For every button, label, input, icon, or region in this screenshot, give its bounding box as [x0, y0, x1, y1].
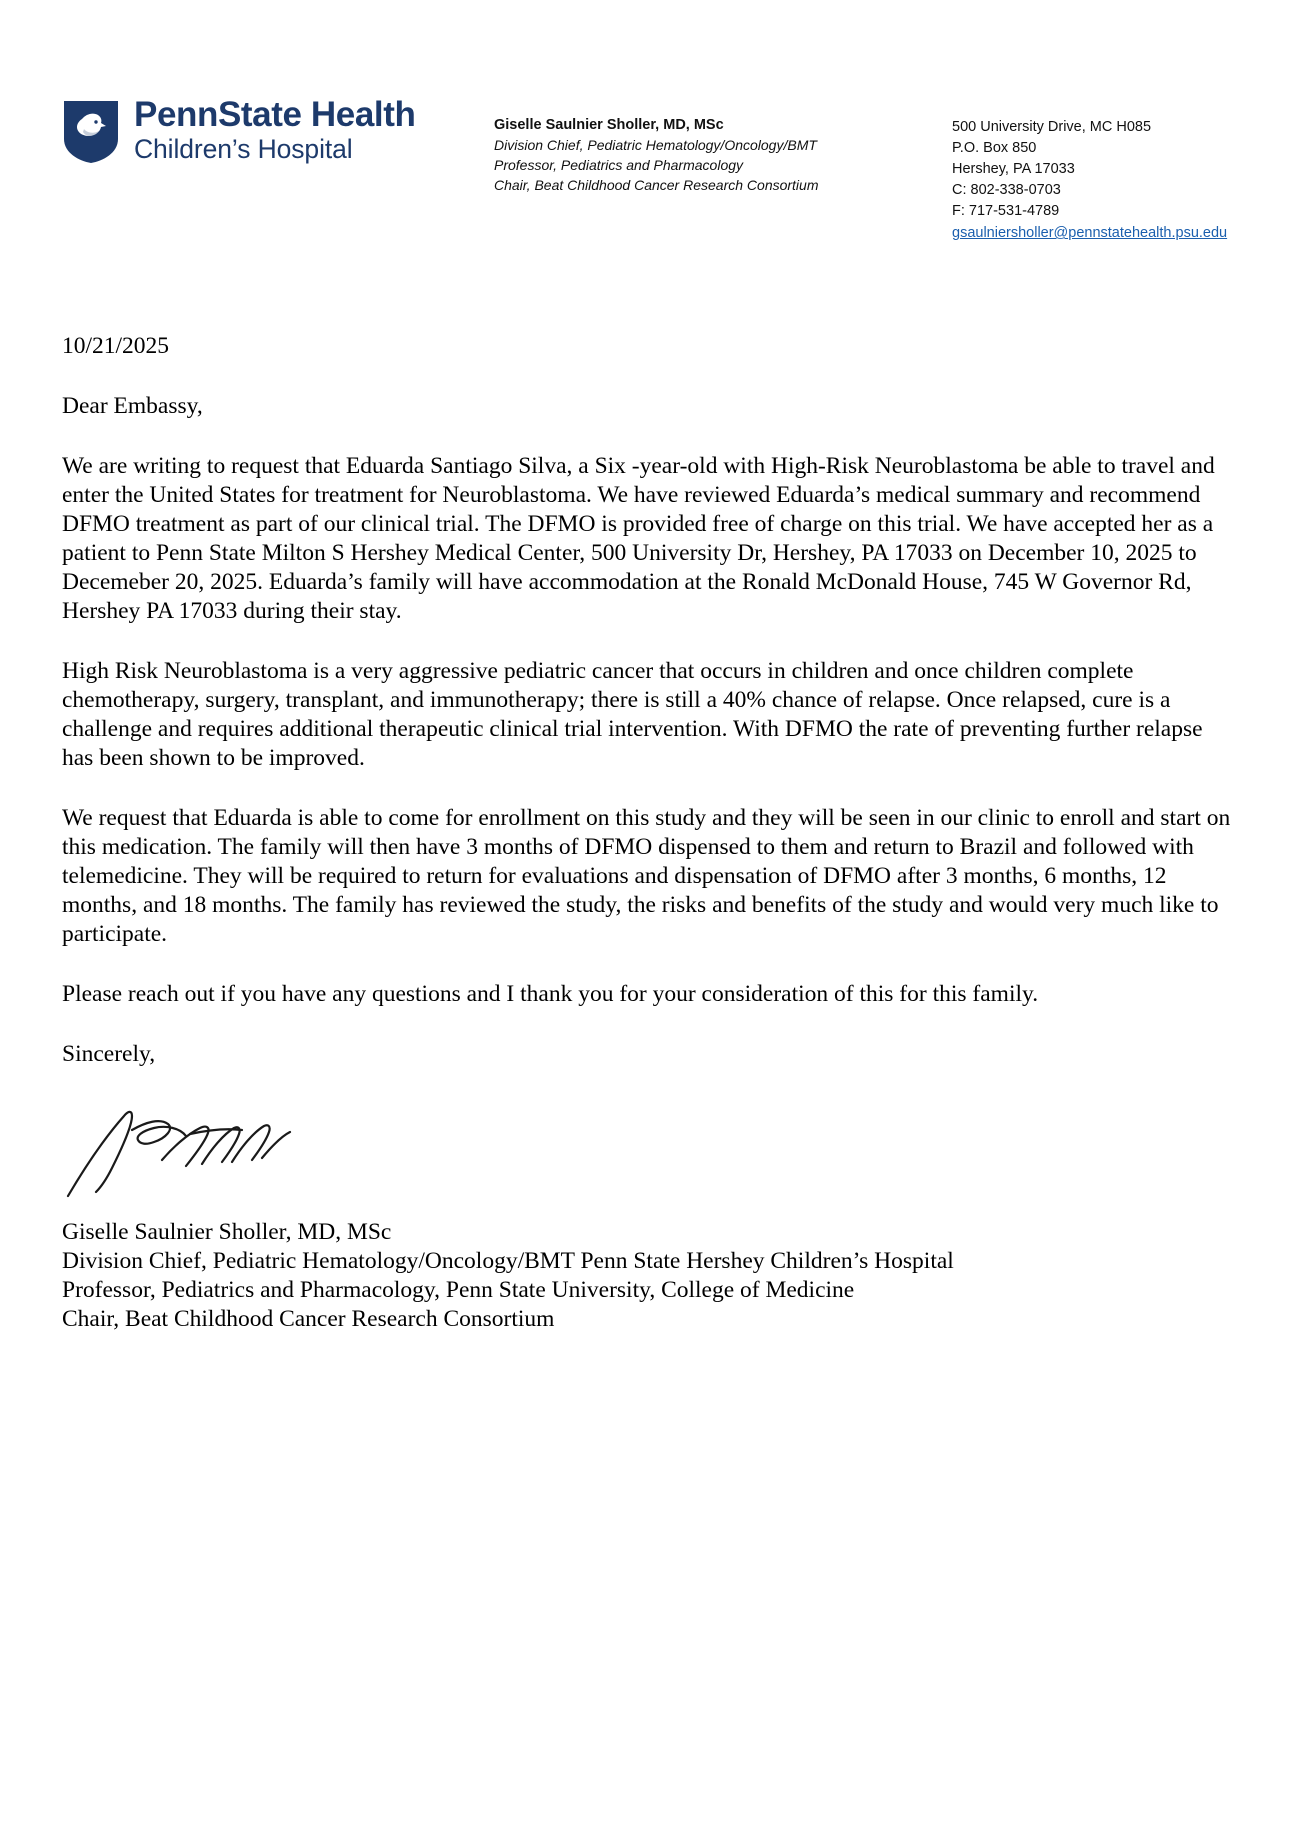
signature-title-2: Professor, Pediatrics and Pharmacology, Penn State University, College of Medicine	[62, 1277, 855, 1304]
penn-state-health-logo	[62, 95, 482, 165]
signature-title-3: Chair, Beat Childhood Cancer Research Consortium	[62, 1306, 555, 1333]
signature-block	[0, 1100, 1290, 1212]
letter-paragraph-1: We are writing to request that Eduarda Santiago Silva, a Six -year-old with High-Risk Neuroblastoma be able to travel and enter the United States for treatment for Neuroblastoma. We have reviewed Eduarda’s medical summary and recommend DFMO treatment as part of our clinical trial. The DFMO is provided free of charge on this trial. We have accepted her as a patient to Penn State Milton S Hershey Medical Center, 500 University Dr, Hershey, PA 17033 on December 10, 2025 to Decemeber 20, 2025. Eduarda’s family will have accommodation at the Ronald McDonald House, 745 W Governor Rd, Hershey PA 17033 during their stay.	[62, 453, 1215, 625]
sender-title-1: Division Chief, Pediatric Hematology/Oncology/BMT	[494, 137, 817, 153]
letter-paragraph-3: We request that Eduarda is able to come for enrollment on this study and they will be seen in our clinic to enroll and start on this medication. The family will then have 3 months of DFMO dispensed to them and return to Brazil and followed with telemedicine. They will be required to return for evaluations and dispensation of DFMO after 3 months, 6 months, 12 months, and 18 months. The family has reviewed the study, the risks and benefits of the study and would very much like to participate.	[62, 805, 1231, 948]
logo-line-1: PennState Health	[134, 95, 416, 134]
letter-closing: Sincerely,	[62, 1041, 156, 1068]
email-link[interactable]: gsaulniersholler@pennstatehealth.psu.edu	[952, 225, 1228, 242]
sender-title-2: Professor, Pediatrics and Pharmacology	[494, 156, 744, 173]
address-line-1: 500 University Drive, MC H085	[952, 119, 1152, 135]
letter-body	[0, 332, 1290, 1069]
address-line-3: Hershey, PA 17033	[952, 161, 1075, 178]
sender-name: Giselle Saulnier Sholler, MD, MSc	[494, 117, 724, 133]
sender-identity	[494, 95, 904, 196]
fax-line: F: 717-531-4789	[952, 203, 1060, 220]
address-line-2: P.O. Box 850	[952, 140, 1037, 157]
signature-name: Giselle Saulnier Sholler, MD, MSc	[62, 1219, 392, 1246]
handwritten-signature-icon	[62, 1100, 1228, 1205]
letterhead	[0, 0, 1290, 244]
signature-title-1: Division Chief, Pediatric Hematology/Oncology/BMT Penn State Hershey Children’s Hospital	[62, 1248, 954, 1275]
letter-paragraph-4: Please reach out if you have any questions and I thank you for your consideration of this for this family.	[62, 981, 1039, 1008]
letter-salutation: Dear Embassy,	[62, 393, 203, 420]
sender-title-3: Chair, Beat Childhood Cancer Research Consortium	[494, 176, 819, 193]
letter-paragraph-2: High Risk Neuroblastoma is a very aggressive pediatric cancer that occurs in children and once children complete chemotherapy, surgery, transplant, and immunotherapy; there is still a 40% chance of relapse. Once relapsed, cure is a challenge and requires additional therapeutic clinical trial intervention. With DFMO the rate of preventing further relapse has been shown to be improved.	[62, 658, 1203, 772]
sender-address	[952, 95, 1227, 244]
logo-line-2: Children’s Hospital	[134, 134, 353, 165]
phone-line: C: 802-338-0703	[952, 182, 1061, 199]
signature-name-block	[0, 1218, 1290, 1334]
letter-date: 10/21/2025	[62, 333, 170, 360]
logo-wordmark	[134, 95, 415, 164]
nittany-lion-shield-icon	[62, 99, 120, 165]
